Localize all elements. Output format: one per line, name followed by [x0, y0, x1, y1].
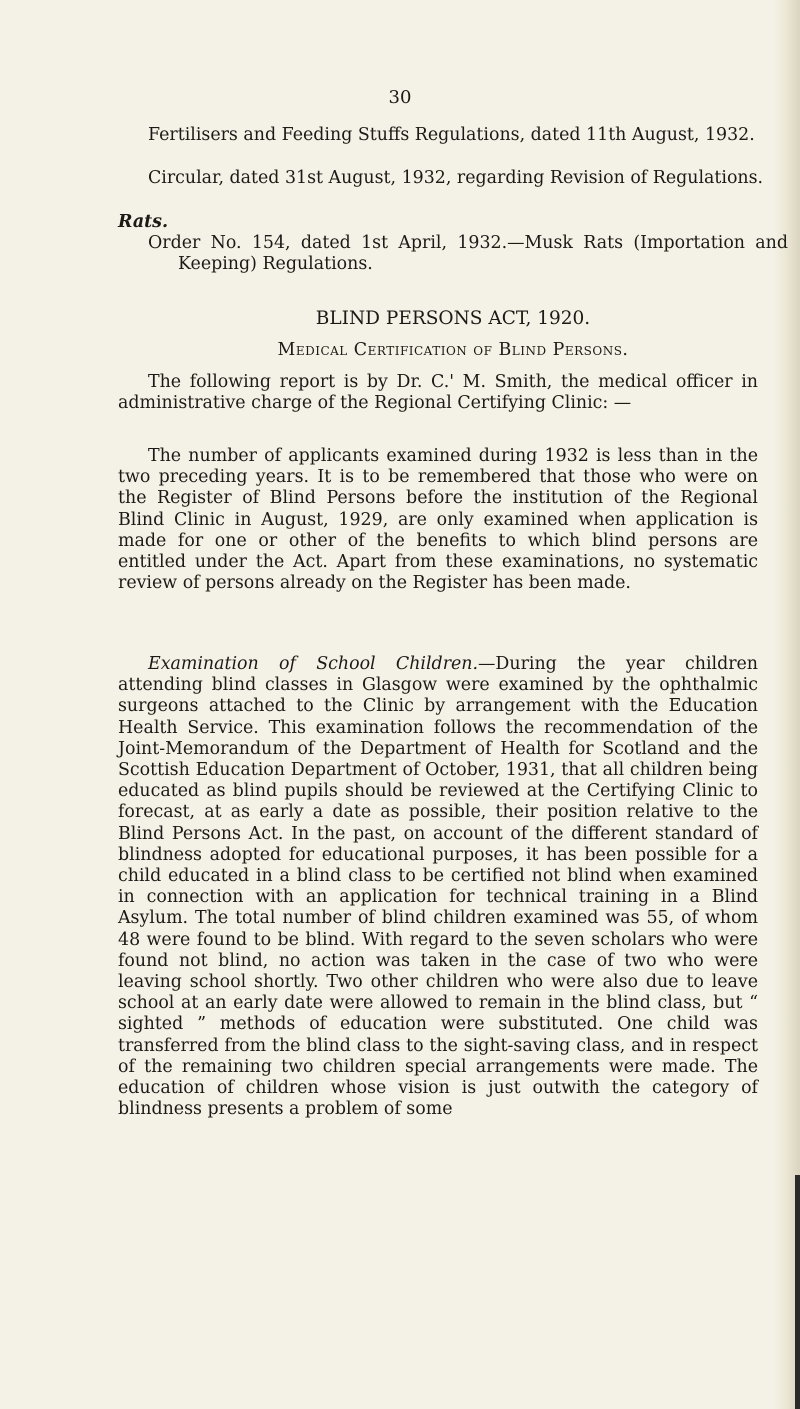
- page-number: 30: [388, 87, 412, 108]
- school-children-heading: Examination of School Children.: [148, 654, 479, 674]
- item-fertilisers-regulations: Fertilisers and Feeding Stuffs Regulations, dated 11th August, 1932.: [148, 125, 755, 145]
- school-children-paragraph: [118, 654, 758, 1120]
- section-heading-rats: Rats.: [118, 212, 168, 232]
- applicants-paragraph: The number of applicants examined during 1932 is less than in the two preceding years. It is to be remembered that those who were on the Register of Blind Persons before the institution of the Regional Blind Clinic in August, 1929, are only examined when application is made for one or other of the benefits to which blind persons are entitled under the Act. Apart from these examinations, no systematic review of persons already on the Register has been made.: [118, 446, 758, 594]
- intro-paragraph: The following report is by Dr. C.' M. Smith, the medical officer in administrative charge of the Regional Certifying Clinic: —: [118, 372, 758, 414]
- school-children-body: —During the year children attending blind classes in Glasgow were examined by the ophthalmic surgeons attached to the Clinic by arrangement with the Education Health Service. This examination follows the recommendation of the Joint-Memorandum of the Department of Health for Scotland and the Scottish Education Department of October, 1931, that all children being educated as blind pupils should be reviewed at the Certifying Clinic to forecast, at as early a date as possible, their position relative to the Blind Persons Act. In the past, on account of the different standard of blindness adopted for educational purposes, it has been possible for a child educated in a blind class to be certified not blind when examined in connection with an application for technical training in a Blind Asylum. The total number of blind children examined was 55, of whom 48 were found to be blind. With regard to the seven scholars who were found not blind, no action was taken in the case of two who were leaving school shortly. Two other children who were also due to leave school at an early date were allowed to remain in the blind class, but “ sighted ” methods of education were substituted. One child was transferred from the blind class to the sight-saving class, and in respect of the remaining two children special arrangements were made. The education of children whose vision is just outwith the category of blindness presents a problem of some: [118, 654, 759, 1120]
- act-title: BLIND PERSONS ACT, 1920.: [315, 308, 591, 329]
- binding-strip: [795, 1175, 800, 1409]
- act-subtitle: Medical Certification of Blind Persons.: [277, 340, 629, 360]
- item-musk-rats-order: Order No. 154, dated 1st April, 1932.—Musk Rats (Importation and Keeping) Regulations.: [148, 233, 788, 275]
- item-revision-circular: Circular, dated 31st August, 1932, regarding Revision of Regulations.: [148, 168, 764, 188]
